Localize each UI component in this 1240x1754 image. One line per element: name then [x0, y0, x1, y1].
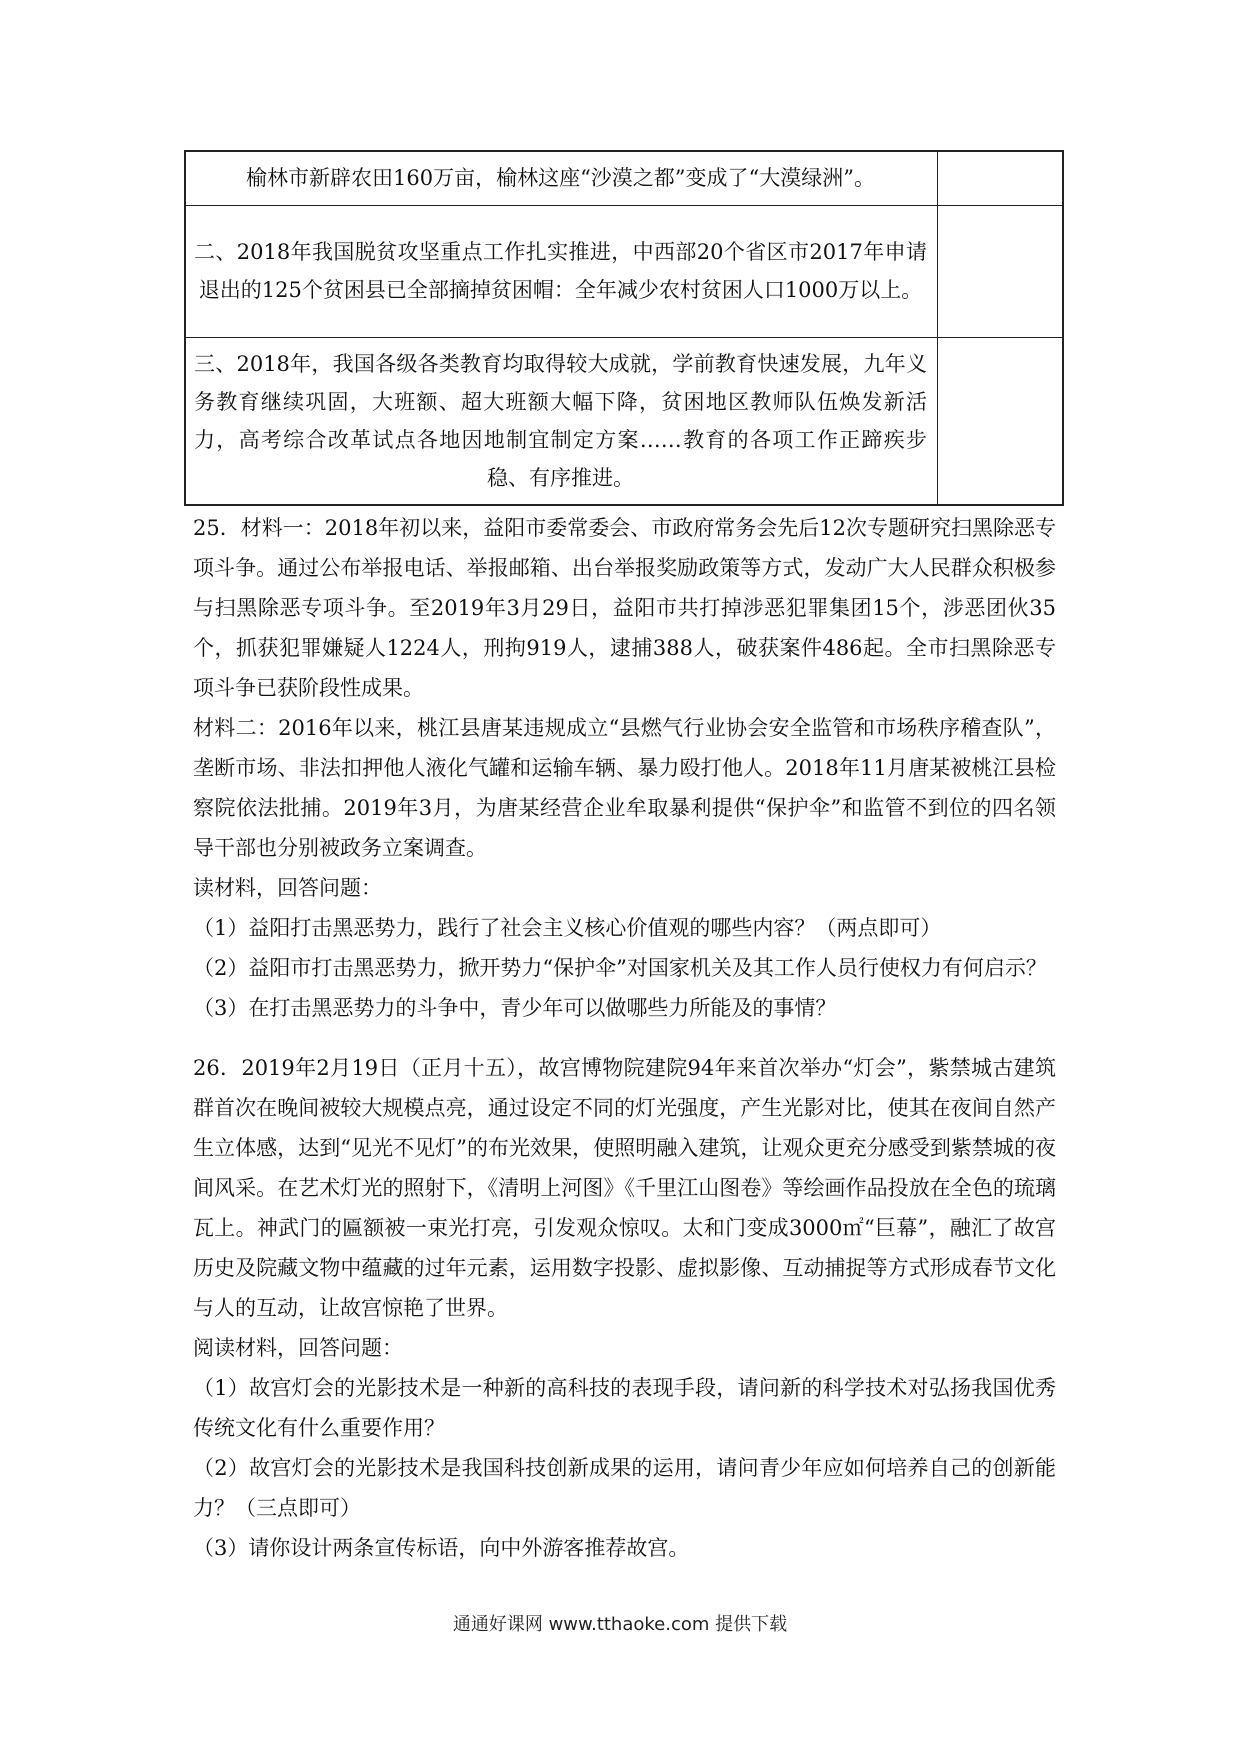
materials-table	[184, 150, 1064, 506]
question-25	[193, 508, 1056, 1028]
q25-question-2: （2）益阳市打击黑恶势力，掀开势力“保护伞”对国家机关及其工作人员行使权力有何启示？	[193, 956, 1047, 980]
table-cell-mark	[938, 151, 1064, 205]
q26-material-before-unit: 26．2019年2月19日（正月十五），故宫博物院建院94年来首次举办“灯会”，紫禁城古建筑群首次在晚间被较大规模点亮，通过设定不同的灯光强度，产生光影对比，使其在夜间自然产生立体感，达到“见光不见灯”的布光效果，使照明融入建筑，让观众更充分感受到紫禁城的夜间风采。在艺术灯光的照射下，《清明上河图》《千里江山图卷》等绘画作品投放在全色的琉璃瓦上。神武门的匾额被一束光打亮，引发观众惊叹。太和门变成3000	[193, 1056, 1056, 1240]
table-row	[185, 205, 1063, 337]
q25-prompt: 读材料，回答问题：	[193, 876, 382, 900]
table-cell-text: 榆林市新辟农田160万亩，榆林这座“沙漠之都”变成了“大漠绿洲”。	[185, 151, 938, 205]
q26-material	[193, 1048, 1056, 1328]
table-cell-mark	[938, 337, 1064, 505]
table-row	[185, 151, 1063, 205]
q25-material-1: 25．材料一：2018年初以来，益阳市委常委会、市政府常务会先后12次专题研究扫黑除恶专项斗争。通过公布举报电话、举报邮箱、出台举报奖励政策等方式，发动广大人民群众积极参与扫黑除恶专项斗争。至2019年3月29日，益阳市共打掉涉恶犯罪集团15个，涉恶团伙35个，抓获犯罪嫌疑人1224人，刑拘919人，逮捕388人，破获案件486起。全市扫黑除恶专项斗争已获阶段性成果。	[193, 516, 1056, 700]
q26-question-2: （2）故宫灯会的光影技术是我国科技创新成果的运用，请问青少年应如何培养自己的创新能力？（三点即可）	[193, 1456, 1056, 1520]
table-cell-text: 二、2018年我国脱贫攻坚重点工作扎实推进，中西部20个省区市2017年申请退出的125个贫困县已全部摘掉贫困帽：全年减少农村贫困人口1000万以上。	[185, 205, 938, 337]
q26-question-3: （3）请你设计两条宣传标语，向中外游客推荐故宫。	[193, 1536, 690, 1560]
q25-question-1: （1）益阳打击黑恶势力，践行了社会主义核心价值观的哪些内容？（两点即可）	[193, 916, 942, 940]
table-cell-mark	[938, 205, 1064, 337]
q25-material-2: 材料二：2016年以来，桃江县唐某违规成立“县燃气行业协会安全监管和市场秩序稽查队”，垄断市场、非法扣押他人液化气罐和运输车辆、暴力殴打他人。2018年11月唐某被桃江县检察院依法批捕。2019年3月，为唐某经营企业牟取暴利提供“保护伞”和监管不到位的四名领导干部也分别被政务立案调查。	[193, 716, 1056, 860]
question-26	[193, 1048, 1056, 1568]
table-row	[185, 337, 1063, 505]
q26-material-after-unit: “巨幕”，融汇了故宫历史及院藏文物中蕴藏的过年元素，运用数字投影、虚拟影像、互动捕捉等方式形成春节文化与人的互动，让故宫惊艳了世界。	[193, 1216, 1056, 1320]
q26-question-1: （1）故宫灯会的光影技术是一种新的高科技的表现手段，请问新的科学技术对弘扬我国优秀传统文化有什么重要作用？	[193, 1376, 1056, 1440]
table-cell-text: 三、2018年，我国各级各类教育均取得较大成就，学前教育快速发展，九年义务教育继续巩固，大班额、超大班额大幅下降，贫困地区教师队伍焕发新活力，高考综合改革试点各地因地制宜制定方案……教育的各项工作正蹄疾步稳、有序推进。	[185, 337, 938, 505]
q26-prompt: 阅读材料，回答问题：	[193, 1336, 403, 1360]
area-unit: ㎡	[842, 1216, 864, 1240]
q25-question-3: （3）在打击黑恶势力的斗争中，青少年可以做哪些力所能及的事情？	[193, 996, 837, 1020]
page-footer: 通通好课网 www.tthaoke.com 提供下载	[452, 1614, 788, 1635]
